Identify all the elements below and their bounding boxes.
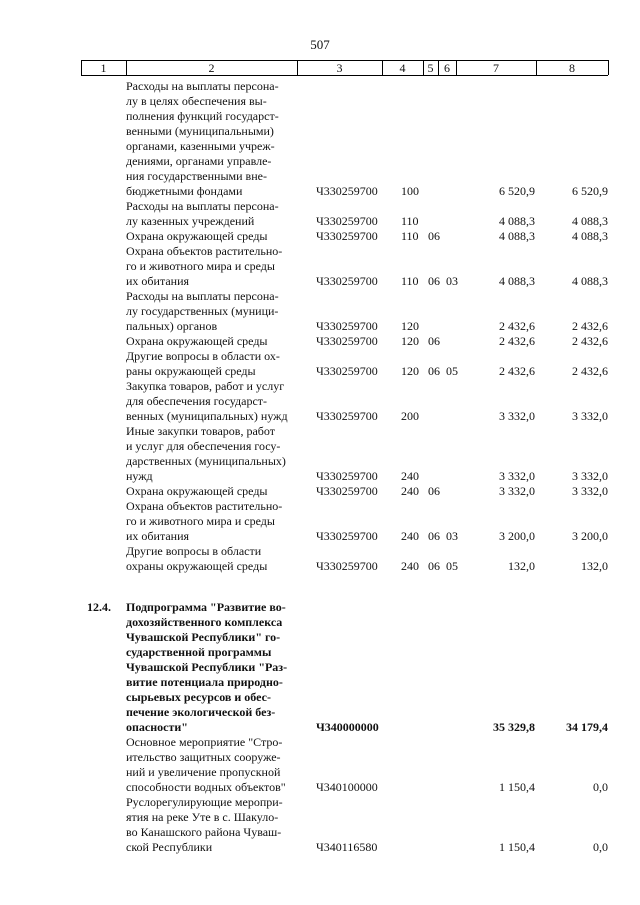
row-code: Ч330259700 bbox=[316, 334, 378, 348]
row-description: органами, казенными учреж- bbox=[126, 139, 275, 153]
row-description: ской Республики bbox=[126, 840, 213, 854]
row-value-col7: 3 332,0 bbox=[499, 409, 535, 423]
row-description: их обитания bbox=[126, 274, 190, 288]
row-description: го и животного мира и среды bbox=[126, 259, 275, 273]
row-description: для обеспечения государст- bbox=[126, 394, 268, 408]
row-value-col8: 132,0 bbox=[581, 559, 608, 573]
section-code: Ч340000000 bbox=[316, 720, 379, 734]
row-description: венных (муниципальных) нужд bbox=[126, 409, 288, 423]
row-description: Руслорегулирующие меропри- bbox=[126, 795, 283, 809]
row-value-col7: 1 150,4 bbox=[499, 840, 535, 854]
row-value-col8: 3 200,0 bbox=[572, 529, 608, 543]
row-code: Ч330259700 bbox=[316, 364, 378, 378]
header-divider bbox=[536, 60, 537, 75]
row-value-col8: 0,0 bbox=[593, 840, 608, 854]
row-description: сударственной программы bbox=[126, 645, 272, 659]
row-description: дарственных (муниципальных) bbox=[126, 454, 286, 468]
row-value-col7: 132,0 bbox=[508, 559, 535, 573]
row-description: Другие вопросы в области bbox=[126, 544, 262, 558]
row-value-col7: 4 088,3 bbox=[499, 229, 535, 243]
row-description: го и животного мира и среды bbox=[126, 514, 275, 528]
row-section: 06 bbox=[428, 559, 440, 573]
row-description: Иные закупки товаров, работ bbox=[126, 424, 275, 438]
row-description: Закупка товаров, работ и услуг bbox=[126, 379, 285, 393]
row-subsection: 05 bbox=[446, 364, 458, 378]
row-value-col7: 2 432,6 bbox=[499, 334, 535, 348]
row-value-col7: 4 088,3 bbox=[499, 274, 535, 288]
row-description: способности водных объектов" bbox=[126, 780, 286, 794]
row-code: Ч330259700 bbox=[316, 274, 378, 288]
row-description: и услуг для обеспечения госу- bbox=[126, 439, 281, 453]
header-divider bbox=[423, 60, 424, 75]
row-description: ительство защитных сооруже- bbox=[126, 750, 281, 764]
row-expense-type: 120 bbox=[401, 364, 419, 378]
header-col-7: 7 bbox=[493, 61, 499, 75]
row-description: Подпрограмма "Развитие во- bbox=[126, 600, 286, 614]
header-divider bbox=[382, 60, 383, 75]
row-value-col8: 3 332,0 bbox=[572, 484, 608, 498]
row-description: ятия на реке Уте в с. Шакуло- bbox=[126, 810, 279, 824]
row-description: Охрана объектов растительно- bbox=[126, 244, 283, 258]
row-value-col7: 4 088,3 bbox=[499, 214, 535, 228]
row-description: бюджетными фондами bbox=[126, 184, 243, 198]
row-code: Ч330259700 bbox=[316, 184, 378, 198]
row-description: витие потенциала природно- bbox=[126, 675, 283, 689]
row-description: дохозяйственного комплекса bbox=[126, 615, 283, 629]
row-code: Ч330259700 bbox=[316, 214, 378, 228]
header-divider bbox=[297, 60, 298, 75]
row-description: Расходы на выплаты персона- bbox=[126, 199, 279, 213]
row-description: Другие вопросы в области ох- bbox=[126, 349, 280, 363]
row-description: Основное мероприятие "Стро- bbox=[126, 735, 283, 749]
row-value-col8: 0,0 bbox=[593, 780, 608, 794]
row-value-col8: 4 088,3 bbox=[572, 274, 608, 288]
row-description: ний и увеличение пропускной bbox=[126, 765, 281, 779]
header-col-2: 2 bbox=[208, 61, 215, 75]
row-section: 06 bbox=[428, 529, 440, 543]
row-expense-type: 120 bbox=[401, 319, 419, 333]
row-description: Чувашской Республики "Раз- bbox=[126, 660, 288, 674]
page-number: 507 bbox=[310, 37, 330, 52]
row-code: Ч330259700 bbox=[316, 319, 378, 333]
header-divider bbox=[438, 60, 439, 75]
header-col-8: 8 bbox=[569, 61, 575, 75]
row-code: Ч340100000 bbox=[316, 780, 378, 794]
header-col-5: 5 bbox=[427, 61, 434, 75]
row-code: Ч330259700 bbox=[316, 484, 378, 498]
row-section: 06 bbox=[428, 484, 440, 498]
row-expense-type: 110 bbox=[401, 214, 419, 228]
row-description: Расходы на выплаты персона- bbox=[126, 79, 279, 93]
row-value-col7: 2 432,6 bbox=[499, 319, 535, 333]
row-description: пальных) органов bbox=[126, 319, 218, 333]
row-expense-type: 120 bbox=[401, 334, 419, 348]
row-code: Ч330259700 bbox=[316, 559, 378, 573]
row-description: Охрана окружающей среды bbox=[126, 484, 268, 498]
row-value-col7: 3 332,0 bbox=[499, 469, 535, 483]
row-value-col8: 2 432,6 bbox=[572, 334, 608, 348]
row-expense-type: 240 bbox=[401, 529, 419, 543]
row-section: 06 bbox=[428, 364, 440, 378]
row-code: Ч330259700 bbox=[316, 529, 378, 543]
header-col-4: 4 bbox=[399, 61, 406, 75]
row-code: Ч340116580 bbox=[316, 840, 378, 854]
row-description: лу казенных учреждений bbox=[126, 214, 255, 228]
row-description: опасности" bbox=[126, 720, 188, 734]
row-expense-type: 240 bbox=[401, 484, 419, 498]
header-divider bbox=[81, 60, 82, 75]
row-section: 06 bbox=[428, 274, 440, 288]
row-section: 06 bbox=[428, 229, 440, 243]
row-value-col7: 1 150,4 bbox=[499, 780, 535, 794]
row-expense-type: 200 bbox=[401, 409, 419, 423]
header-col-6: 6 bbox=[444, 61, 450, 75]
row-description: лу в целях обеспечения вы- bbox=[126, 94, 267, 108]
row-description: дениями, органами управле- bbox=[126, 154, 272, 168]
header-divider bbox=[608, 60, 609, 75]
header-col-3: 3 bbox=[336, 61, 343, 75]
row-value-col8: 3 332,0 bbox=[572, 469, 608, 483]
row-description: их обитания bbox=[126, 529, 190, 543]
header-divider bbox=[126, 60, 127, 75]
row-value-col8: 4 088,3 bbox=[572, 229, 608, 243]
row-description: ния государственными вне- bbox=[126, 169, 267, 183]
section-value-col8: 34 179,4 bbox=[566, 720, 608, 734]
row-description: сырьевых ресурсов и обес- bbox=[126, 690, 271, 704]
row-subsection: 03 bbox=[446, 274, 458, 288]
row-code: Ч330259700 bbox=[316, 469, 378, 483]
section-value-col7: 35 329,8 bbox=[493, 720, 535, 734]
row-value-col7: 3 200,0 bbox=[499, 529, 535, 543]
row-expense-type: 240 bbox=[401, 469, 419, 483]
row-value-col7: 2 432,6 bbox=[499, 364, 535, 378]
row-description: венными (муниципальными) bbox=[126, 124, 274, 138]
row-subsection: 03 bbox=[446, 529, 458, 543]
row-description: нужд bbox=[126, 469, 153, 483]
row-description: охраны окружающей среды bbox=[126, 559, 268, 573]
row-section: 06 bbox=[428, 334, 440, 348]
row-description: лу государственных (муници- bbox=[126, 304, 279, 318]
row-description: раны окружающей среды bbox=[126, 364, 256, 378]
row-description: печение экологической без- bbox=[126, 705, 276, 719]
row-description: Охрана объектов растительно- bbox=[126, 499, 283, 513]
row-expense-type: 240 bbox=[401, 559, 419, 573]
row-value-col8: 4 088,3 bbox=[572, 214, 608, 228]
row-subsection: 05 bbox=[446, 559, 458, 573]
header-col-1: 1 bbox=[100, 61, 107, 75]
row-value-col8: 6 520,9 bbox=[572, 184, 608, 198]
row-description: Охрана окружающей среды bbox=[126, 229, 268, 243]
row-code: Ч330259700 bbox=[316, 229, 378, 243]
table-header bbox=[81, 60, 608, 76]
row-expense-type: 110 bbox=[401, 229, 419, 243]
row-description: во Канашского района Чуваш- bbox=[126, 825, 282, 839]
row-expense-type: 100 bbox=[401, 184, 419, 198]
row-value-col8: 2 432,6 bbox=[572, 319, 608, 333]
row-description: Охрана окружающей среды bbox=[126, 334, 268, 348]
row-description: Расходы на выплаты персона- bbox=[126, 289, 279, 303]
row-description: Чувашской Республики" го- bbox=[126, 630, 281, 644]
header-divider bbox=[456, 60, 457, 75]
row-value-col8: 2 432,6 bbox=[572, 364, 608, 378]
row-value-col7: 3 332,0 bbox=[499, 484, 535, 498]
row-code: Ч330259700 bbox=[316, 409, 378, 423]
row-value-col7: 6 520,9 bbox=[499, 184, 535, 198]
row-value-col8: 3 332,0 bbox=[572, 409, 608, 423]
row-expense-type: 110 bbox=[401, 274, 419, 288]
row-description: полнения функций государст- bbox=[126, 109, 279, 123]
section-number: 12.4. bbox=[87, 600, 111, 614]
